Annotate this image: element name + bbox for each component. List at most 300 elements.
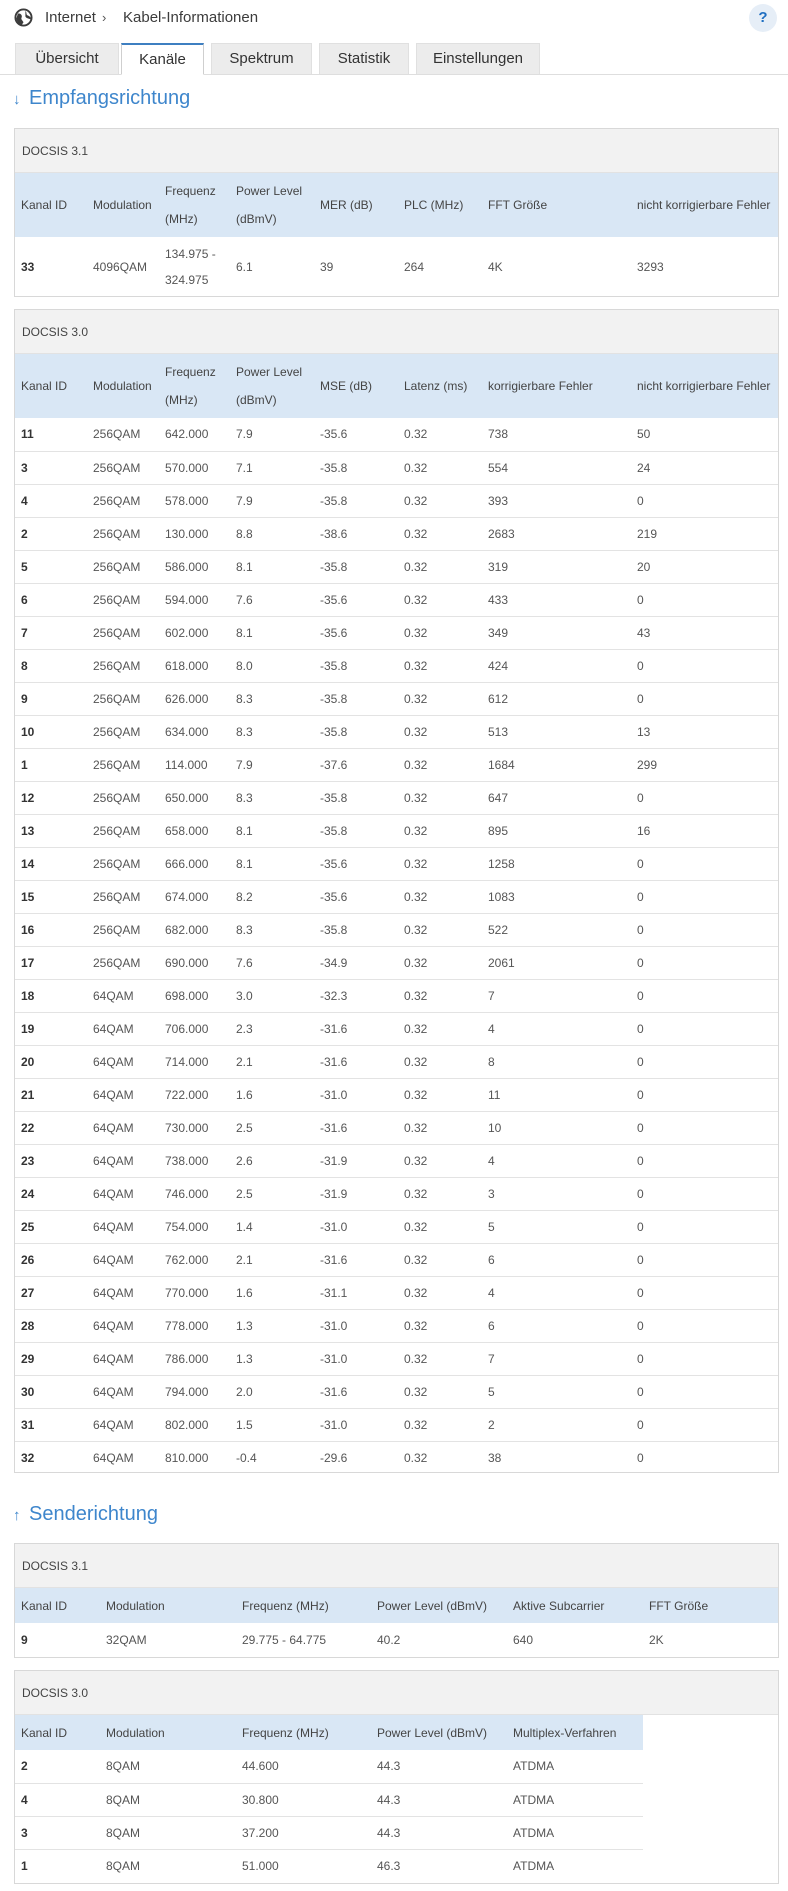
- channel-id-cell: 18: [15, 979, 87, 1012]
- table-cell: 0.32: [398, 550, 482, 583]
- table-cell: 642.000: [159, 418, 230, 451]
- table-cell: 2.0: [230, 1375, 314, 1408]
- table-row: [15, 1210, 778, 1243]
- column-header: Frequenz (MHz): [236, 1588, 371, 1623]
- table-cell: 64QAM: [87, 1342, 159, 1375]
- table-cell: -35.8: [314, 715, 398, 748]
- table-cell: -31.6: [314, 1243, 398, 1276]
- table-cell: 0: [631, 1045, 778, 1078]
- table-cell: 6.1: [236, 259, 253, 274]
- table-cell: 5: [482, 1375, 631, 1408]
- channel-id-cell: 4: [15, 1783, 100, 1816]
- column-header: korrigierbare Fehler: [482, 354, 631, 418]
- table-cell: 674.000: [159, 880, 230, 913]
- panel-heading: DOCSIS 3.0: [15, 310, 778, 354]
- table-cell: -32.3: [314, 979, 398, 1012]
- table-cell: 299: [631, 748, 778, 781]
- table-row: [15, 550, 778, 583]
- table-cell: 264: [404, 259, 425, 274]
- table-cell: 20: [631, 550, 778, 583]
- table-cell: 0: [631, 1111, 778, 1144]
- table-row: [15, 748, 778, 781]
- table-cell: -35.6: [314, 418, 398, 451]
- table-cell: 794.000: [159, 1375, 230, 1408]
- table-cell: 1.5: [230, 1408, 314, 1441]
- table-cell: 3: [482, 1177, 631, 1210]
- channel-id-cell: 10: [15, 715, 87, 748]
- table-cell: 0: [631, 979, 778, 1012]
- table-cell: 786.000: [159, 1342, 230, 1375]
- tab-einstellungen[interactable]: Einstellungen: [416, 43, 540, 74]
- table-cell: 219: [631, 517, 778, 550]
- table-cell: 0: [631, 847, 778, 880]
- downstream-docsis30-panel: [14, 309, 779, 1473]
- channel-id-cell: 24: [15, 1177, 87, 1210]
- table-cell: 0: [631, 913, 778, 946]
- table-cell: 8.8: [230, 517, 314, 550]
- table-cell: 4: [482, 1144, 631, 1177]
- table-cell: 8QAM: [106, 1858, 141, 1873]
- downstream-docsis31-panel: [14, 128, 779, 297]
- channel-id-cell: 27: [15, 1276, 87, 1309]
- channel-id-cell: 14: [15, 847, 87, 880]
- table-cell: -38.6: [314, 517, 398, 550]
- table-cell: -31.0: [314, 1078, 398, 1111]
- table-cell: 1.3: [230, 1342, 314, 1375]
- downstream-docsis30-table: [15, 354, 778, 1474]
- table-row: [15, 781, 778, 814]
- channel-id-cell: 13: [15, 814, 87, 847]
- channel-id-cell: 26: [15, 1243, 87, 1276]
- table-cell: 0: [631, 1210, 778, 1243]
- table-cell: 256QAM: [87, 649, 159, 682]
- table-cell: 8: [482, 1045, 631, 1078]
- column-header: MER (dB): [314, 173, 398, 237]
- channel-id-cell: 9: [15, 682, 87, 715]
- table-cell: 1.4: [230, 1210, 314, 1243]
- table-cell: 0.32: [398, 1045, 482, 1078]
- table-cell: -35.8: [314, 451, 398, 484]
- table-cell: 4: [482, 1012, 631, 1045]
- table-row: [15, 649, 778, 682]
- column-header: Multiplex-Verfahren: [507, 1715, 643, 1750]
- table-cell: 8.1: [230, 616, 314, 649]
- tab-kanaele[interactable]: Kanäle: [121, 43, 204, 75]
- table-cell: 0: [631, 1177, 778, 1210]
- table-cell: 0.32: [398, 1111, 482, 1144]
- table-cell: 8QAM: [100, 1783, 236, 1816]
- table-cell: 114.000: [159, 748, 230, 781]
- channel-id-cell: 12: [15, 781, 87, 814]
- upstream-docsis30-table: [15, 1715, 778, 1882]
- table-cell: 612: [482, 682, 631, 715]
- table-cell: 433: [482, 583, 631, 616]
- column-header: Frequenz (MHz): [159, 173, 230, 237]
- table-cell: 778.000: [159, 1309, 230, 1342]
- table-cell: 4K: [488, 259, 503, 274]
- table-cell: 8.2: [230, 880, 314, 913]
- table-cell: 0: [631, 1342, 778, 1375]
- breadcrumb-current: Kabel-Informationen: [123, 9, 259, 26]
- table-row: [15, 1012, 778, 1045]
- channel-id-cell: 6: [15, 583, 87, 616]
- table-cell: -31.0: [314, 1342, 398, 1375]
- table-cell: 0.32: [398, 715, 482, 748]
- table-cell: 11: [482, 1078, 631, 1111]
- channel-id-cell: 2: [15, 517, 87, 550]
- table-cell: 44.600: [236, 1750, 371, 1783]
- tab-uebersicht[interactable]: Übersicht: [15, 43, 119, 74]
- table-row: [15, 517, 778, 550]
- table-cell: 256QAM: [87, 616, 159, 649]
- table-cell: 754.000: [159, 1210, 230, 1243]
- downstream-docsis31-table: [15, 173, 778, 296]
- table-cell: 2.5: [230, 1111, 314, 1144]
- table-cell: 424: [482, 649, 631, 682]
- table-cell: -35.8: [314, 781, 398, 814]
- table-cell: 0.32: [398, 484, 482, 517]
- table-cell: 7.9: [230, 748, 314, 781]
- table-cell: 0.32: [398, 748, 482, 781]
- table-row: [15, 1750, 778, 1783]
- table-cell: 0.32: [398, 880, 482, 913]
- table-cell: 640: [513, 1632, 534, 1647]
- top-bar: [0, 0, 788, 34]
- table-cell: -35.8: [314, 484, 398, 517]
- table-cell: 0.32: [398, 946, 482, 979]
- column-header: Frequenz (MHz): [236, 1715, 371, 1750]
- table-cell: 0: [631, 1276, 778, 1309]
- table-cell: 256QAM: [87, 550, 159, 583]
- channel-id-cell: 29: [15, 1342, 87, 1375]
- table-cell: -34.9: [314, 946, 398, 979]
- upstream-section-title[interactable]: [13, 1502, 158, 1528]
- table-cell: 8.1: [230, 814, 314, 847]
- table-cell: -31.0: [314, 1210, 398, 1243]
- channel-id-cell: 9: [21, 1632, 28, 1647]
- table-row: [15, 1375, 778, 1408]
- table-row: [15, 1111, 778, 1144]
- table-cell: 0.32: [398, 1078, 482, 1111]
- panel-heading: DOCSIS 3.0: [15, 1671, 778, 1715]
- table-cell: 134.975 - 324.975: [165, 246, 216, 287]
- table-cell: 64QAM: [87, 1408, 159, 1441]
- table-cell: 802.000: [159, 1408, 230, 1441]
- upstream-docsis30-panel: [14, 1670, 779, 1884]
- channel-id-cell: 4: [15, 484, 87, 517]
- column-header: Modulation: [87, 354, 159, 418]
- table-row: [15, 1243, 778, 1276]
- help-button[interactable]: ?: [749, 4, 777, 32]
- table-cell: -35.6: [314, 847, 398, 880]
- column-header: MSE (dB): [314, 354, 398, 418]
- table-cell: 44.3: [371, 1816, 507, 1849]
- table-cell: ATDMA: [507, 1816, 643, 1849]
- table-cell: 0: [631, 946, 778, 979]
- table-cell: 7.6: [230, 946, 314, 979]
- table-cell: 44.3: [371, 1750, 507, 1783]
- table-cell: 64QAM: [87, 1111, 159, 1144]
- table-cell: 256QAM: [87, 451, 159, 484]
- table-cell: 0: [631, 1012, 778, 1045]
- column-header: Kanal ID: [15, 173, 87, 237]
- table-row: [15, 484, 778, 517]
- column-header: Power Level (dBmV): [230, 354, 314, 418]
- table-cell: 0: [631, 880, 778, 913]
- table-row: [15, 715, 778, 748]
- column-header: Modulation: [100, 1588, 236, 1623]
- table-cell: 64QAM: [87, 1078, 159, 1111]
- channel-id-cell: 23: [15, 1144, 87, 1177]
- table-cell: 30.800: [236, 1783, 371, 1816]
- table-cell: 7: [482, 979, 631, 1012]
- table-row: [15, 979, 778, 1012]
- breadcrumb-internet[interactable]: Internet: [45, 9, 96, 26]
- table-cell: 626.000: [159, 682, 230, 715]
- column-header: Kanal ID: [15, 1588, 100, 1623]
- table-cell: 0.32: [398, 814, 482, 847]
- table-cell: 64QAM: [87, 1144, 159, 1177]
- table-cell: -35.8: [314, 682, 398, 715]
- table-cell: 2K: [649, 1632, 664, 1647]
- table-cell: 256QAM: [87, 748, 159, 781]
- table-cell: 64QAM: [87, 1309, 159, 1342]
- column-header: Power Level (dBmV): [371, 1588, 507, 1623]
- table-cell: 256QAM: [87, 946, 159, 979]
- table-cell: 0.32: [398, 1309, 482, 1342]
- table-cell: 554: [482, 451, 631, 484]
- table-cell: 0: [631, 1144, 778, 1177]
- table-cell: -35.8: [314, 649, 398, 682]
- table-cell: 256QAM: [87, 814, 159, 847]
- table-cell: 650.000: [159, 781, 230, 814]
- table-cell: 0.32: [398, 682, 482, 715]
- panel-heading: DOCSIS 3.1: [15, 1544, 778, 1588]
- channel-id-cell: 2: [15, 1750, 100, 1783]
- table-cell: 7.9: [230, 418, 314, 451]
- table-cell: 8.1: [230, 550, 314, 583]
- table-cell: 43: [631, 616, 778, 649]
- channel-id-cell: 22: [15, 1111, 87, 1144]
- column-header: PLC (MHz): [398, 173, 482, 237]
- table-cell: 570.000: [159, 451, 230, 484]
- table-cell: 690.000: [159, 946, 230, 979]
- table-row: [15, 1408, 778, 1441]
- table-cell: -31.6: [314, 1012, 398, 1045]
- table-cell: 64QAM: [87, 1012, 159, 1045]
- table-row: [15, 451, 778, 484]
- table-row: [15, 682, 778, 715]
- table-cell: 44.3: [371, 1783, 507, 1816]
- table-cell: 1684: [482, 748, 631, 781]
- table-row: [15, 237, 778, 296]
- table-cell: -31.6: [314, 1045, 398, 1078]
- table-cell: 7.1: [230, 451, 314, 484]
- column-header: Frequenz (MHz): [159, 354, 230, 418]
- table-cell: 1258: [482, 847, 631, 880]
- table-cell: 722.000: [159, 1078, 230, 1111]
- table-cell: 618.000: [159, 649, 230, 682]
- table-cell: 762.000: [159, 1243, 230, 1276]
- downstream-section-title[interactable]: [13, 86, 190, 112]
- channel-id-cell: 19: [15, 1012, 87, 1045]
- table-row: [15, 913, 778, 946]
- column-header: Power Level (dBmV): [371, 1715, 507, 1750]
- table-row: [15, 814, 778, 847]
- table-cell: 2.3: [230, 1012, 314, 1045]
- table-cell: 0.32: [398, 1012, 482, 1045]
- table-cell: 6: [482, 1243, 631, 1276]
- table-cell: 50: [631, 418, 778, 451]
- table-cell: -0.4: [236, 1450, 257, 1465]
- table-cell: 0: [631, 682, 778, 715]
- channel-id-cell: 15: [15, 880, 87, 913]
- table-cell: ATDMA: [507, 1783, 643, 1816]
- table-cell: 0: [637, 1450, 644, 1465]
- globe-icon: [14, 8, 33, 27]
- channel-id-cell: 1: [15, 748, 87, 781]
- table-cell: 2683: [482, 517, 631, 550]
- table-cell: 0.32: [398, 451, 482, 484]
- table-cell: 3.0: [230, 979, 314, 1012]
- table-cell: 4096QAM: [93, 259, 148, 274]
- table-cell: 602.000: [159, 616, 230, 649]
- table-row: [15, 1816, 778, 1849]
- table-cell: 130.000: [159, 517, 230, 550]
- table-cell: 256QAM: [87, 880, 159, 913]
- table-cell: 647: [482, 781, 631, 814]
- table-cell: 594.000: [159, 583, 230, 616]
- column-header: FFT Größe: [482, 173, 631, 237]
- table-cell: 256QAM: [87, 847, 159, 880]
- table-cell: 8.3: [230, 781, 314, 814]
- column-header: Modulation: [87, 173, 159, 237]
- table-cell: 666.000: [159, 847, 230, 880]
- table-cell: 256QAM: [87, 715, 159, 748]
- breadcrumb-separator-icon: ›: [102, 10, 107, 25]
- table-cell: 0.32: [398, 781, 482, 814]
- channel-id-cell: 11: [15, 418, 87, 451]
- table-cell: 0.32: [398, 979, 482, 1012]
- table-row: [15, 946, 778, 979]
- table-cell: 39: [320, 259, 334, 274]
- downstream-title-text: Empfangsrichtung: [29, 87, 191, 109]
- table-cell: 16: [631, 814, 778, 847]
- table-row: [15, 880, 778, 913]
- table-cell: 658.000: [159, 814, 230, 847]
- channel-id-cell: 21: [15, 1078, 87, 1111]
- channel-id-cell: 17: [15, 946, 87, 979]
- table-row: [15, 847, 778, 880]
- channel-id-cell: 28: [15, 1309, 87, 1342]
- table-cell: -31.6: [314, 1375, 398, 1408]
- table-cell: 37.200: [236, 1816, 371, 1849]
- table-cell: 0: [631, 1243, 778, 1276]
- table-cell: 0: [631, 649, 778, 682]
- table-cell: 2.1: [230, 1045, 314, 1078]
- table-cell: 32QAM: [106, 1632, 147, 1647]
- table-cell: -31.0: [314, 1408, 398, 1441]
- table-cell: 256QAM: [87, 517, 159, 550]
- table-cell: 1.6: [230, 1078, 314, 1111]
- channel-id-cell: 3: [15, 1816, 100, 1849]
- column-header: nicht korrigierbare Fehler: [631, 173, 778, 237]
- table-cell: 634.000: [159, 715, 230, 748]
- channel-id-cell: 33: [21, 259, 35, 274]
- column-header: Latenz (ms): [398, 354, 482, 418]
- table-cell: 4: [482, 1276, 631, 1309]
- table-cell: 682.000: [159, 913, 230, 946]
- channel-id-cell: 20: [15, 1045, 87, 1078]
- table-cell: 13: [631, 715, 778, 748]
- table-cell: -35.6: [314, 583, 398, 616]
- column-header: Kanal ID: [15, 1715, 100, 1750]
- table-cell: 0.32: [398, 1210, 482, 1243]
- table-cell: 746.000: [159, 1177, 230, 1210]
- table-cell: -31.9: [314, 1177, 398, 1210]
- upstream-docsis31-panel: [14, 1543, 779, 1658]
- table-cell: 8.3: [230, 682, 314, 715]
- column-header: Aktive Subcarrier: [507, 1588, 643, 1623]
- table-cell: 64QAM: [87, 1375, 159, 1408]
- channel-id-cell: 1: [21, 1858, 28, 1873]
- table-cell: 0.32: [398, 649, 482, 682]
- table-cell: 0.32: [398, 1408, 482, 1441]
- table-row: [15, 1144, 778, 1177]
- table-row: [15, 1783, 778, 1816]
- table-cell: 0: [631, 1309, 778, 1342]
- table-cell: ATDMA: [513, 1858, 555, 1873]
- tab-statistik[interactable]: Statistik: [319, 43, 409, 74]
- table-cell: -29.6: [320, 1450, 348, 1465]
- table-cell: 1.6: [230, 1276, 314, 1309]
- tab-spektrum[interactable]: Spektrum: [211, 43, 312, 74]
- table-cell: 8.3: [230, 913, 314, 946]
- table-cell: 2061: [482, 946, 631, 979]
- table-cell: 46.3: [377, 1858, 401, 1873]
- table-cell: 24: [631, 451, 778, 484]
- table-cell: 0: [631, 1375, 778, 1408]
- channel-id-cell: 8: [15, 649, 87, 682]
- table-cell: -31.9: [314, 1144, 398, 1177]
- table-cell: 64QAM: [87, 1045, 159, 1078]
- channel-id-cell: 16: [15, 913, 87, 946]
- table-cell: 738.000: [159, 1144, 230, 1177]
- channel-id-cell: 30: [15, 1375, 87, 1408]
- table-row: [15, 616, 778, 649]
- table-cell: 349: [482, 616, 631, 649]
- table-cell: -35.8: [314, 913, 398, 946]
- table-cell: 8.3: [230, 715, 314, 748]
- table-row: [15, 1045, 778, 1078]
- table-cell: 64QAM: [87, 1177, 159, 1210]
- table-cell: 6: [482, 1309, 631, 1342]
- table-cell: 706.000: [159, 1012, 230, 1045]
- table-cell: 2.5: [230, 1177, 314, 1210]
- table-cell: 64QAM: [93, 1450, 134, 1465]
- table-cell: 0.32: [398, 1276, 482, 1309]
- table-cell: 64QAM: [87, 1276, 159, 1309]
- arrow-up-icon: ↑: [13, 1507, 21, 1524]
- column-header: Power Level (dBmV): [230, 173, 314, 237]
- table-cell: 0.32: [398, 1177, 482, 1210]
- table-cell: 0: [631, 484, 778, 517]
- table-cell: 0: [631, 583, 778, 616]
- table-cell: 1.3: [230, 1309, 314, 1342]
- table-cell: 895: [482, 814, 631, 847]
- table-cell: 1083: [482, 880, 631, 913]
- table-cell: 10: [482, 1111, 631, 1144]
